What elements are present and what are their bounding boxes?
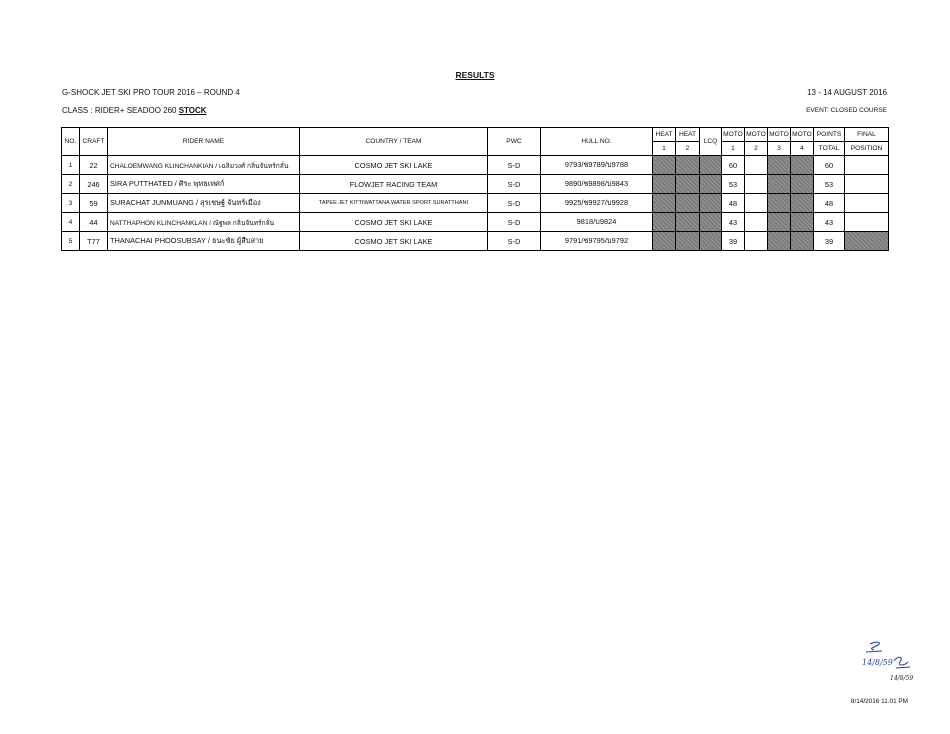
cell-lcq [700, 175, 722, 194]
cell-moto1: 48 [722, 194, 745, 213]
header-row-top [62, 128, 889, 142]
cell-total: 43 [814, 213, 845, 232]
cell-moto1: 60 [722, 156, 745, 175]
header-pwc: PWC [488, 128, 541, 156]
cell-craft: 44 [80, 213, 108, 232]
results-table [61, 127, 889, 251]
cell-country: TAPEE JET KITTIWATTANA WATER SPORT SURATTHANI [300, 194, 488, 213]
cell-country: COSMO JET SKI LAKE [300, 213, 488, 232]
event-date: 13 - 14 AUGUST 2016 [807, 88, 887, 97]
header-rider: RIDER NAME [108, 128, 300, 156]
class-line [62, 106, 207, 115]
header-heat1-num: 1 [653, 142, 676, 156]
cell-heat1 [653, 156, 676, 175]
header-hull: HULL NO. [541, 128, 653, 156]
cell-moto4 [791, 194, 814, 213]
cell-final [845, 232, 889, 251]
cell-total: 60 [814, 156, 845, 175]
cell-rider: CHALOEMWANG KLINCHANKIAN / เฉลิมวงศ์ กลิ่นจันทร์กลั่น [108, 156, 300, 175]
cell-total: 53 [814, 175, 845, 194]
cell-no: 5 [62, 232, 80, 251]
header-moto2: MOTO [745, 128, 768, 142]
table-row [62, 175, 889, 194]
header-moto1: MOTO [722, 128, 745, 142]
table-row [62, 213, 889, 232]
cell-pwc: S-D [488, 232, 541, 251]
cell-heat1 [653, 175, 676, 194]
cell-craft: 59 [80, 194, 108, 213]
cell-craft: T77 [80, 232, 108, 251]
table-row [62, 232, 889, 251]
cell-heat2 [676, 194, 700, 213]
cell-moto2 [745, 194, 768, 213]
header-lcq: LCQ [700, 128, 722, 156]
cell-country: FLOWJET RACING TEAM [300, 175, 488, 194]
cell-rider: SIRA PUTTHATED / ศิระ พุทธเทศก์ [108, 175, 300, 194]
cell-lcq [700, 156, 722, 175]
cell-heat2 [676, 175, 700, 194]
cell-final [845, 194, 889, 213]
event-name: G-SHOCK JET SKI PRO TOUR 2016 – ROUND 4 [62, 88, 240, 97]
cell-moto1: 39 [722, 232, 745, 251]
cell-moto3 [768, 194, 791, 213]
cell-pwc: S-D [488, 194, 541, 213]
class-suffix: STOCK [178, 106, 207, 115]
signature-date-2: 14/8/59 [890, 675, 914, 682]
header-points-total: TOTAL [814, 142, 845, 156]
class-prefix: CLASS : RIDER+ SEADOO 260 [62, 106, 179, 115]
cell-rider: THANACHAI PHOOSUBSAY / ธนะชัย ผู้สืบสาย [108, 232, 300, 251]
cell-total: 48 [814, 194, 845, 213]
header-country: COUNTRY / TEAM [300, 128, 488, 156]
cell-hull: 9791/ช9795/บ9792 [541, 232, 653, 251]
cell-no: 3 [62, 194, 80, 213]
cell-hull: 9818/บ9824 [541, 213, 653, 232]
cell-rider: NATTHAPHON KLINCHANKLAN / ณัฐพล กลิ่นจันทร์กลั่น [108, 213, 300, 232]
header-moto3-num: 3 [768, 142, 791, 156]
header-craft: CRAFT [80, 128, 108, 156]
cell-final [845, 213, 889, 232]
cell-hull: 9925/ช9927/บ9928 [541, 194, 653, 213]
cell-moto2 [745, 232, 768, 251]
handwritten-signature [860, 640, 920, 690]
cell-moto2 [745, 156, 768, 175]
header-moto3: MOTO [768, 128, 791, 142]
cell-hull: 9793/ช9789/บ9788 [541, 156, 653, 175]
cell-moto4 [791, 232, 814, 251]
header-final-position: POSITION [845, 142, 889, 156]
cell-no: 1 [62, 156, 80, 175]
cell-moto3 [768, 156, 791, 175]
header-final: FINAL [845, 128, 889, 142]
cell-heat2 [676, 232, 700, 251]
table-row [62, 194, 889, 213]
cell-country: COSMO JET SKI LAKE [300, 232, 488, 251]
header-heat2: HEAT [676, 128, 700, 142]
cell-moto4 [791, 175, 814, 194]
cell-lcq [700, 213, 722, 232]
print-timestamp: 8/14/2016 11.01 PM [850, 698, 908, 705]
cell-heat1 [653, 213, 676, 232]
cell-moto2 [745, 175, 768, 194]
cell-no: 2 [62, 175, 80, 194]
cell-pwc: S-D [488, 213, 541, 232]
cell-moto3 [768, 213, 791, 232]
cell-heat1 [653, 194, 676, 213]
cell-final [845, 156, 889, 175]
results-title: RESULTS [455, 70, 495, 80]
header-moto2-num: 2 [745, 142, 768, 156]
cell-total: 39 [814, 232, 845, 251]
cell-pwc: S-D [488, 156, 541, 175]
header-heat1: HEAT [653, 128, 676, 142]
cell-moto1: 43 [722, 213, 745, 232]
cell-heat1 [653, 232, 676, 251]
table-row [62, 156, 889, 175]
cell-craft: 246 [80, 175, 108, 194]
signature-date-1: 14/8/59 [862, 658, 893, 667]
header-no: NO. [62, 128, 80, 156]
cell-heat2 [676, 213, 700, 232]
cell-no: 4 [62, 213, 80, 232]
cell-moto4 [791, 156, 814, 175]
header-heat2-num: 2 [676, 142, 700, 156]
cell-moto1: 53 [722, 175, 745, 194]
cell-final [845, 175, 889, 194]
header-points: POINTS [814, 128, 845, 142]
cell-craft: 22 [80, 156, 108, 175]
event-type: EVENT: CLOSED COURSE [806, 107, 887, 114]
cell-rider: SURACHAT JUNMUANG / สุรเชษฐ์ จันทร์เมือง [108, 194, 300, 213]
cell-lcq [700, 232, 722, 251]
cell-moto3 [768, 175, 791, 194]
cell-country: COSMO JET SKI LAKE [300, 156, 488, 175]
cell-moto4 [791, 213, 814, 232]
cell-moto3 [768, 232, 791, 251]
header-moto4: MOTO [791, 128, 814, 142]
cell-pwc: S-D [488, 175, 541, 194]
cell-moto2 [745, 213, 768, 232]
header-moto4-num: 4 [791, 142, 814, 156]
cell-lcq [700, 194, 722, 213]
cell-heat2 [676, 156, 700, 175]
cell-hull: 9890/ช9898/บ9843 [541, 175, 653, 194]
header-moto1-num: 1 [722, 142, 745, 156]
